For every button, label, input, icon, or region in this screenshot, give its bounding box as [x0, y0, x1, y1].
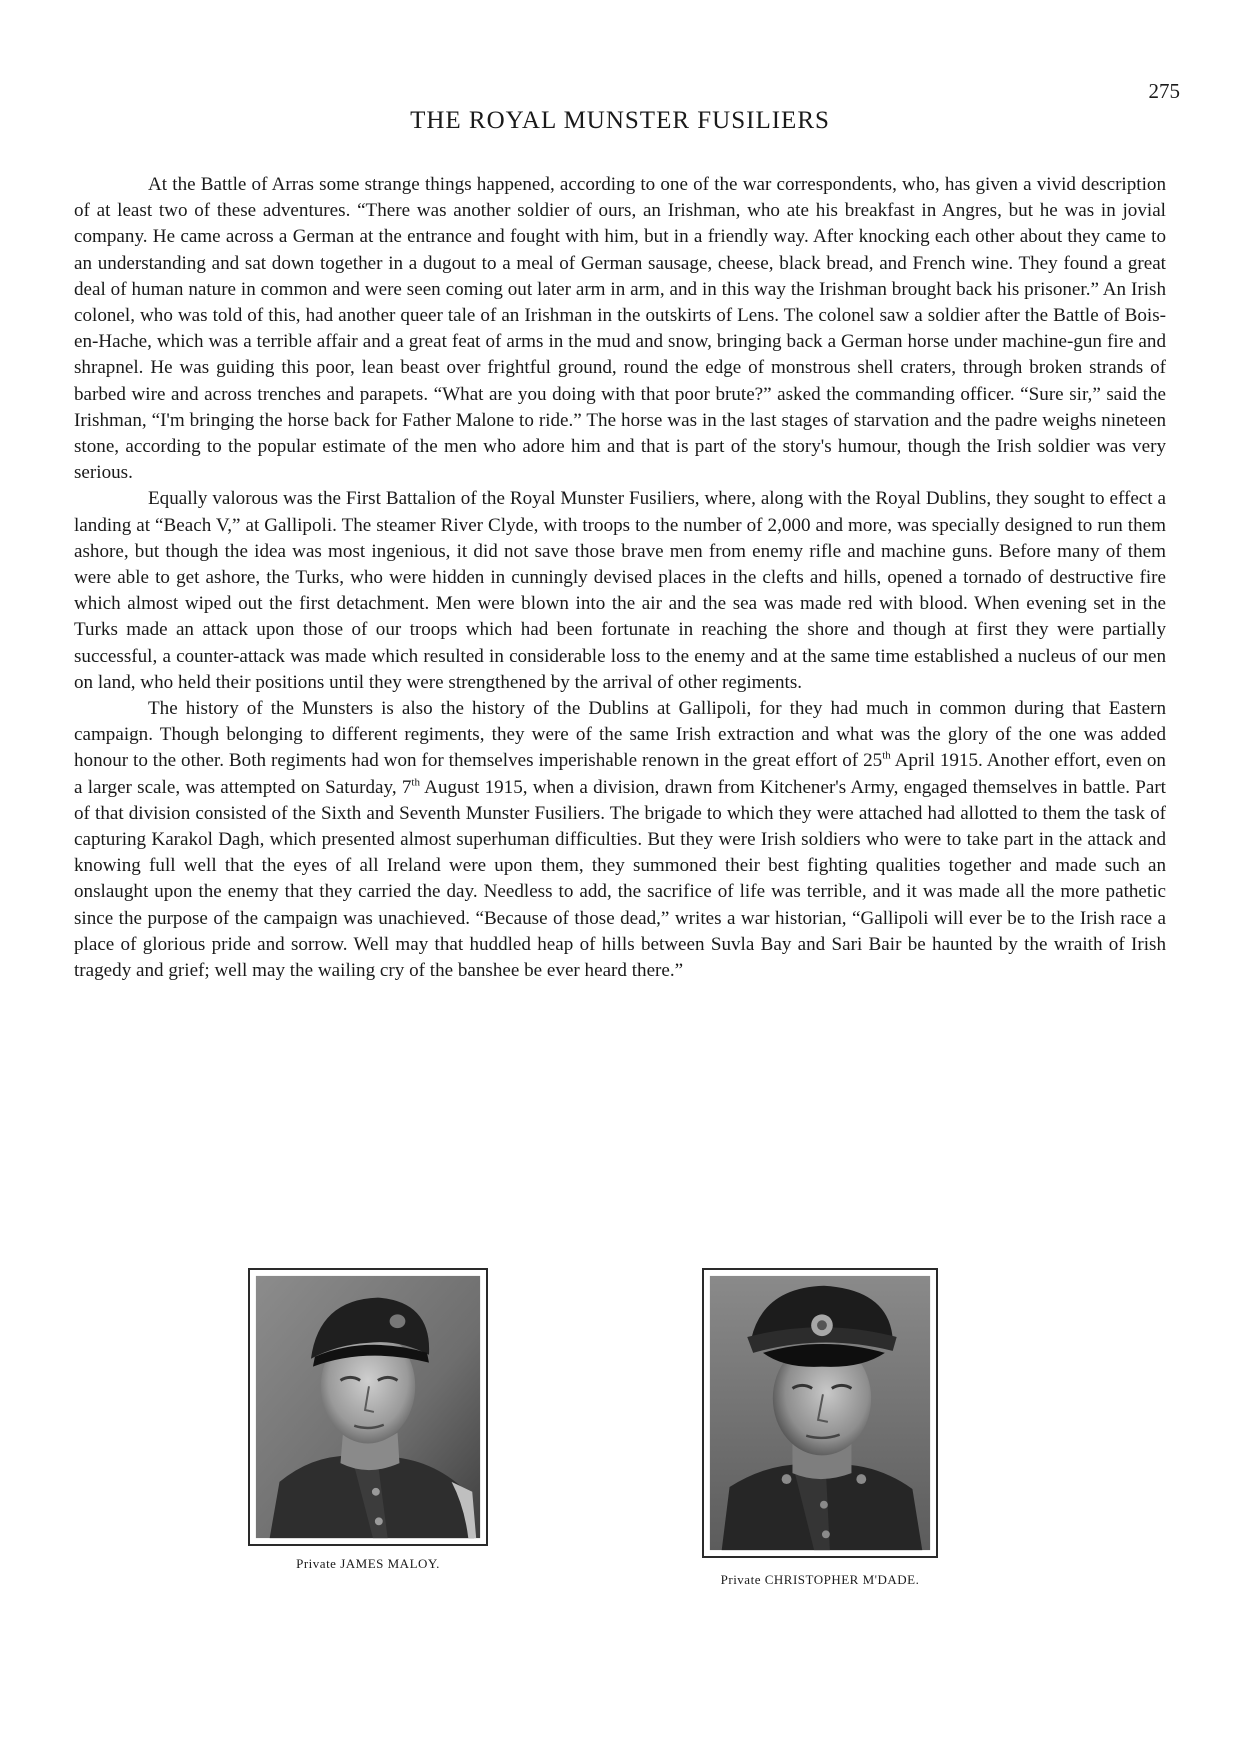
paragraph-3-part-a: The history of the Munsters is also the history of the Dublins at Gallipoli, for they had much in common during that Eastern campaign. Though belonging to different regiments, they were of the same Irish extraction and what was the glory of the one was added honour to the other. Both regiments had won for themselves imperishable renown in the great effort of 25	[74, 698, 1166, 772]
body-text	[74, 172, 1166, 984]
ordinal-suffix-2: th	[411, 776, 420, 789]
ordinal-suffix-1: th	[882, 750, 891, 763]
portrait-photo-james-maloy	[248, 1268, 488, 1546]
soldier-portrait-image	[704, 1270, 936, 1556]
paragraph-3-part-c: August 1915, when a division, drawn from Kitchener's Army, engaged themselves in battle. Part of that division consisted of the Sixth and Seventh Munster Fusiliers. The brigade to which they were attached had allotted to them the task of capturing Karakol Dagh, which presented almost superhuman difficulties. But they were Irish soldiers who were to take part in the attack and knowing full well that the eyes of all Ireland were upon them, they summoned their best fighting qualities together and made such an onslaught upon the enemy that they carried the day. Needless to add, the sacrifice of life was terrible, and it was made all the more pathetic since the purpose of the campaign was unachieved. “Because of those dead,” writes a war historian, “Gallipoli will ever be to the Irish race a place of glorious pride and sorrow. Well may that huddled heap of hills between Suvla Bay and Sari Bair be haunted by the wraith of Irish tragedy and grief; well may the wailing cry of the banshee be ever heard there.”	[74, 776, 1166, 982]
paragraph-3	[74, 696, 1166, 984]
paragraph-2: Equally valorous was the First Battalion of the Royal Munster Fusiliers, where, along with the Royal Dublins, they sought to effect a landing at “Beach V,” at Gallipoli. The steamer River Clyde, with troops to the number of 2,000 and more, was specially designed to run them ashore, but though the idea was most ingenious, it did not save those brave men from enemy rifle and machine guns. Before many of them were able to get ashore, the Turks, who were hidden in cunningly devised places in the clefts and hills, opened a tornado of destructive fire which almost wiped out the first detachment. Men were blown into the air and the sea was made red with blood. When evening set in the Turks made an attack upon those of our troops which had been fortunate in reaching the shore and though at first they were partially successful, a counter-attack was made which resulted in considerable loss to the enemy and at the same time established a nucleus of our men on land, who held their positions until they were strengthened by the arrival of other regiments.	[74, 488, 1166, 693]
photo-caption-james-maloy: Private JAMES MALOY.	[296, 1556, 440, 1571]
soldier-portrait-image	[250, 1270, 486, 1544]
page-number: 275	[1148, 79, 1180, 103]
paragraph-1: At the Battle of Arras some strange things happened, according to one of the war correspondents, who, has given a vivid description of at least two of these adventures. “There was another soldier of ours, an Irishman, who ate his breakfast in Angres, but he was in jovial company. He came across a German at the entrance and fought with him, but in a friendly way. After knocking each other about they came to an understanding and sat down together in a dugout to a meal of German sausage, cheese, black bread, and French wine. They found a great deal of human nature in common and were seen coming out later arm in arm, and in this way the Irishman brought back his prisoner.” An Irish colonel, who was told of this, had another queer tale of an Irishman in the outskirts of Lens. The colonel saw a soldier after the Battle of Bois-en-Hache, which was a terrible affair and a great feat of arms in the mud and snow, bringing back a German horse under machine-gun fire and shrapnel. He was guiding this poor, lean beast over frightful ground, round the edge of monstrous shell craters, through broken strands of barbed wire and across trenches and parapets. “What are you doing with that poor brute?” asked the commanding officer. “Sure sir,” said the Irishman, “I'm bringing the horse back for Father Malone to ride.” The horse was in the last stages of starvation and the padre weighs nineteen stone, according to the popular estimate of the men who adore him and that is part of the story's humour, though the Irish soldier was very serious.	[74, 174, 1166, 484]
photo-caption-christopher-mdade: Private CHRISTOPHER M'DADE.	[720, 1572, 920, 1587]
paragraph-3-part-b: April 1915. Another effort, even on a larger scale, was attempted on Saturday, 7	[74, 750, 1166, 798]
page-title: THE ROYAL MUNSTER FUSILIERS	[410, 107, 830, 134]
portrait-photo-christopher-mdade	[702, 1268, 938, 1558]
